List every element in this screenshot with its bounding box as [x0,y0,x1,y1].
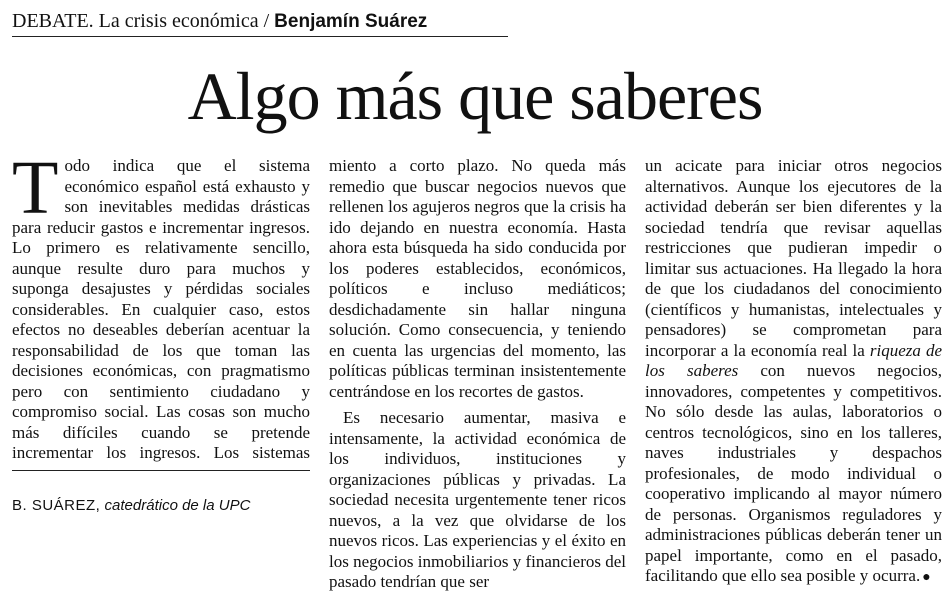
drop-cap: T [12,156,59,230]
byline-rule [12,470,310,471]
headline: Algo más que saberes [187,58,763,134]
byline-role: catedrático de la UPC [104,497,251,514]
section-label: DEBATE. [12,10,94,32]
end-mark-icon: ● [922,570,931,585]
byline [12,494,310,518]
article-column-2 [329,156,626,591]
paragraph-text: odo indica que el sistema económico español está exhausto y son inevitables medidas drásticas para reducir gastos e incrementar ingresos. Lo primero es relativamente sencillo, aunque resulte duro para muchos y suponga desajustes y pérdidas sociales considerables. En cualquier caso, estos efectos no deseables deberían acentuar la responsabilidad de los que toman las decisiones económicas, con pragmatismo pero con sentimiento ciudadano y compromiso social. Las cosas son mucho más difíciles cuando se pretende incrementar los ingresos. Los sistemas [12,156,310,462]
topic-label: La crisis económica [98,10,259,32]
paragraph-text: con nuevos negocios, innovadores, competentes y competitivos. No sólo desde las aulas, laboratorios o centros tecnológicos, sino en los talleres, naves industriales y despachos profesionales, de modo individual o cooperativo implicando al mayor número de personas. Organismos reguladores y administraciones públicas deberán tener un papel importante, como en el pasado, facilitando que ello sea posible y ocurra. [645,361,942,585]
header-separator: / [263,10,270,32]
article-column-1 [12,156,310,462]
paragraph-text: un acicate para iniciar otros negocios alternativos. Aunque los ejecutores de la actividad deberán ser bien diferentes y la sociedad tendría que revisar aquellas restricciones que pudieran impedir o limitar sus actuaciones. Ha llegado la hora de que los ciudadanos del conocimiento (científicos y humanistas, intelectuales y pensadores) se comprometan para incorporar a la economía real la [645,156,942,360]
section-header [12,6,512,36]
article-paragraph: Es necesario aumentar, masiva e intensamente, la actividad económica de los individuos, instituciones y organizaciones públicas y privadas. La sociedad necesita urgentemente tener ricos nuevos, a la vez que olvidarse de los nuevos ricos. Las experiencias y el éxito en los negocios inmobiliarios y financieros del pasado tendrían que ser [329,408,626,591]
author-name: Benjamín Suárez [274,11,428,32]
byline-name: B. SUÁREZ, [12,497,101,514]
article-column-3 [645,156,943,585]
article-paragraph [12,156,310,462]
header-rule [12,36,508,37]
article-paragraph: miento a corto plazo. No queda más remedio que buscar negocios nuevos que rellenen los agujeros negros que la crisis ha ido dejando en nuestra economía. Hasta ahora esta búsqueda ha sido conducida por los poderes establecidos, económicos, políticos e incluso mediáticos; desdichadamente sin hallar ninguna solución. Como consecuencia, y teniendo en cuenta las urgencias del momento, las políticas públicas terminan insistentemente centrándose en los recortes de gastos. [329,156,626,401]
emphasis-text: riqueza de los saberes [645,340,943,380]
